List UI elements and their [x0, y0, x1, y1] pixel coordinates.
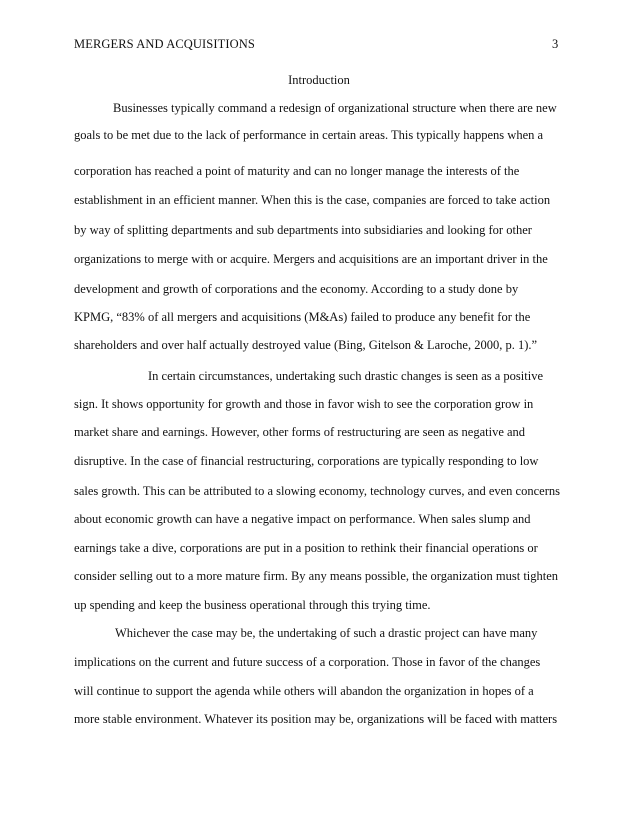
- body-line: by way of splitting departments and sub departments into subsidiaries and looking for other: [74, 223, 532, 237]
- running-head: MERGERS AND ACQUISITIONS: [74, 37, 255, 51]
- body-line: Businesses typically command a redesign of organizational structure when there are new: [113, 101, 557, 115]
- body-line: consider selling out to a more mature firm. By any means possible, the organization must tighten: [74, 569, 559, 583]
- body-line: KPMG, “83% of all mergers and acquisitions (M&As) failed to produce any benefit for the: [74, 310, 531, 324]
- section-heading: Introduction: [288, 73, 350, 87]
- body-line: implications on the current and future success of a corporation. Those in favor of the changes: [74, 655, 541, 669]
- body-line: more stable environment. Whatever its position may be, organizations will be faced with matters: [74, 712, 558, 726]
- body-line: will continue to support the agenda while others will abandon the organization in hopes of a: [74, 684, 534, 698]
- body-line: earnings take a dive, corporations are put in a position to rethink their financial operations or: [74, 541, 538, 555]
- body-line: sales growth. This can be attributed to a slowing economy, technology curves, and even concerns: [74, 484, 560, 498]
- body-line: corporation has reached a point of maturity and can no longer manage the interests of the: [74, 164, 520, 178]
- body-line: In certain circumstances, undertaking such drastic changes is seen as a positive: [148, 369, 544, 383]
- body-line: organizations to merge with or acquire. Mergers and acquisitions are an important driver in the: [74, 252, 548, 266]
- body-line: about economic growth can have a negative impact on performance. When sales slump and: [74, 512, 531, 526]
- page-number: 3: [552, 37, 559, 51]
- body-line: establishment in an efficient manner. When this is the case, companies are forced to take action: [74, 193, 551, 207]
- body-line: Whichever the case may be, the undertaking of such a drastic project can have many: [115, 626, 538, 640]
- body-line: shareholders and over half actually destroyed value (Bing, Gitelson & Laroche, 2000, p. 1).”: [74, 338, 538, 352]
- body-line: goals to be met due to the lack of performance in certain areas. This typically happens when a: [74, 128, 544, 142]
- body-line: up spending and keep the business operational through this trying time.: [74, 598, 431, 612]
- body-line: disruptive. In the case of financial restructuring, corporations are typically responding to low: [74, 454, 539, 468]
- body-line: sign. It shows opportunity for growth and those in favor wish to see the corporation grow in: [74, 397, 534, 411]
- body-line: development and growth of corporations and the economy. According to a study done by: [74, 282, 519, 296]
- body-line: market share and earnings. However, other forms of restructuring are seen as negative and: [74, 425, 526, 439]
